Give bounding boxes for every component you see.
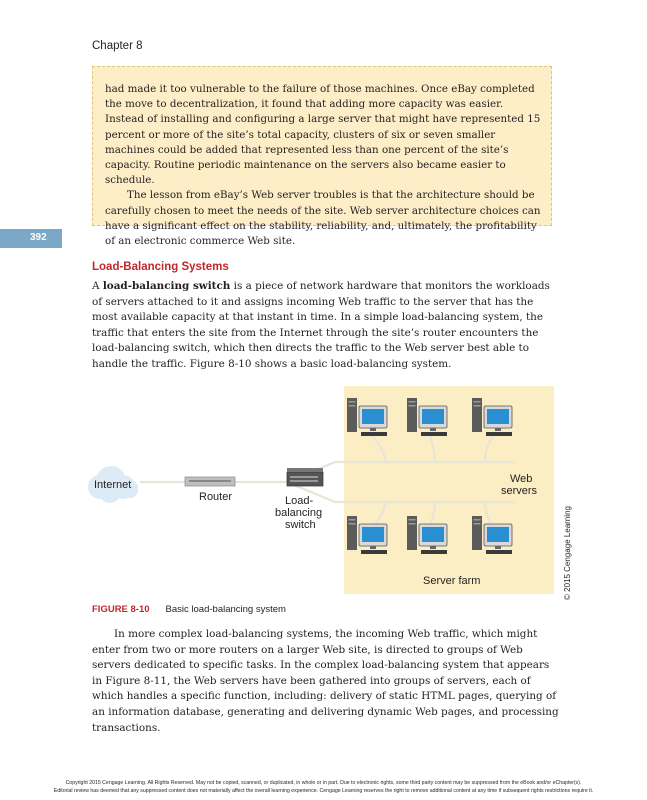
chapter-header: Chapter 8: [92, 40, 143, 52]
copyright-footer-line-1: Copyright 2015 Cengage Learning. All Rights Reserved. May not be copied, scanned, or duplicated, in whole or in part. Due to electronic rights, some third party content may be suppressed from the eBook and/or eChapter(s).: [65, 780, 582, 786]
sidebar-paragraph-1: had made it too vulnerable to the failure of those machines. Once eBay completed the move to decentralization, it found that adding more capacity was easier. Instead of installing and configuring a large server that might have represented 15 percent or more of the site’s total capacity, clusters of six or seven smaller machines could be added that represented less than one percent of the site’s capacity. Routine periodic maintenance on the servers also became easier to schedule.: [105, 83, 541, 187]
web-servers-label-line-2: servers: [501, 485, 538, 497]
load-balancing-switch-icon: [287, 468, 323, 486]
internet-label: Internet: [94, 479, 132, 491]
figure-load-balancing-diagram: [85, 384, 575, 598]
para1-lead: A: [92, 280, 103, 292]
figure-caption: [92, 604, 286, 615]
web-servers-label-line-1: Web: [510, 473, 533, 485]
figure-credit: © 2015 Cengage Learning: [563, 506, 572, 600]
router-label: Router: [199, 491, 233, 503]
figure-number: FIGURE 8-10: [92, 604, 150, 615]
section-heading: Load-Balancing Systems: [92, 261, 229, 273]
figure-caption-text: Basic load-balancing system: [165, 604, 286, 615]
body-paragraph-1: [92, 279, 562, 373]
server-farm-label: Server farm: [423, 575, 481, 587]
copyright-footer-line-2: Editorial review has deemed that any suppressed content does not materially affect the overall learning experience. Cengage Learning reserves the right to remove additional content at any time if subsequent rights restrictions require it.: [53, 788, 594, 794]
term-load-balancing-switch: load-balancing switch: [102, 280, 231, 292]
sidebar-box: [105, 82, 545, 249]
page-number: 392: [30, 232, 47, 243]
switch-label-line-1: Load-: [285, 495, 314, 507]
body-paragraph-2: In more complex load-balancing systems, the incoming Web traffic, which might enter from two or more routers on a larger Web site, is directed to groups of Web servers dedicated to specific tasks. In the complex load-balancing system that appears in Figure 8-11, the Web servers have been gathered into groups of servers, each of which handles a specific function, including: delivery of static HTML pages, querying of an information database, generating and delivering dynamic Web pages, and processing transactions.: [92, 628, 559, 734]
sidebar-paragraph-2: The lesson from eBay’s Web server troubles is that the architecture should be carefully chosen to meet the needs of the site. Web server architecture choices can have a significant effect on the stability, reliability, and, ultimately, the profitability of an electronic commerce Web site.: [105, 189, 541, 248]
switch-label-line-2: balancing: [275, 507, 323, 519]
para1-rest: is a piece of network hardware that monitors the workloads of servers attached to it and assigns incoming Web traffic to the server that has the most available capacity at that instant in time. In a simple load-balancing system, the traffic that enters the site from the Internet through the site’s router encounters the load-balancing switch, which then directs the traffic to the Web server best able to handle the traffic. Figure 8-10 shows a basic load-balancing system.: [92, 280, 550, 370]
switch-label-line-3: switch: [285, 519, 316, 531]
router-icon: [185, 477, 235, 486]
